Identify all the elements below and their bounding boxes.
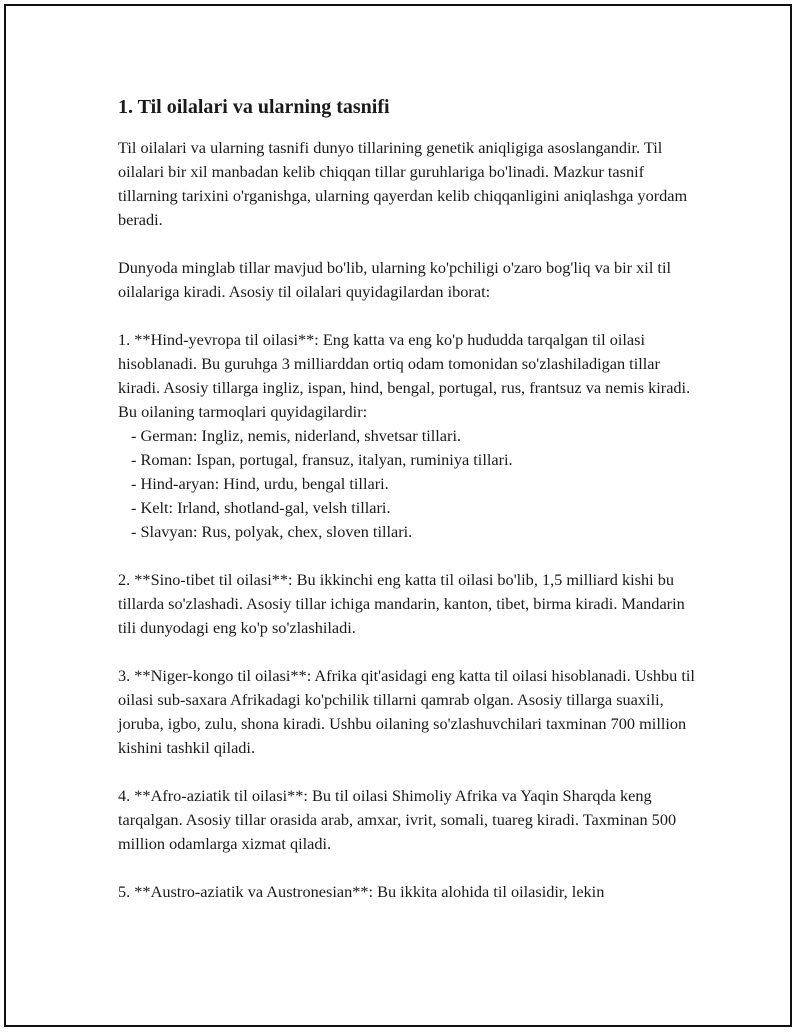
family-paragraph-1 bbox=[118, 328, 698, 544]
branch-item-kelt: - Kelt: Irland, shotland-gal, velsh tillari. bbox=[131, 498, 391, 517]
document-body bbox=[118, 92, 698, 904]
branch-item-roman: - Roman: Ispan, portugal, fransuz, italyan, ruminiya tillari. bbox=[131, 450, 513, 469]
intro-paragraph-2: Dunyoda minglab tillar mavjud bo'lib, ularning ko'pchiligi o'zaro bog'liq va bir xil til oilalariga kiradi. Asosiy til oilalari quyidagilardan iborat: bbox=[118, 258, 671, 301]
family-paragraph-2: 2. **Sino-tibet til oilasi**: Bu ikkinchi eng katta til oilasi bo'lib, 1,5 milliard kishi bu tillarda so'zlashadi. Asosiy tillar ichiga mandarin, kanton, tibet, birma kiradi. Mandarin tili dunyodagi eng ko'p so'zlashiladi. bbox=[118, 570, 685, 637]
branch-item-german: - German: Ingliz, nemis, niderland, shvetsar tillari. bbox=[131, 426, 462, 445]
family-paragraph-3: 3. **Niger-kongo til oilasi**: Afrika qit'asidagi eng katta til oilasi hisoblanadi. Ushbu til oilasi sub-saxara Afrikadagi ko'pchilik tillarni qamrab olgan. Asosiy tillarga suaxili, joruba, igbo, zulu, shona kiradi. Ushbu oilaning so'zlashuvchilari taxminan 700 million kishini tashkil qiladi. bbox=[118, 666, 695, 757]
family-1-text: 1. **Hind-yevropa til oilasi**: Eng katta va eng ko'p hududda tarqalgan til oilasi hisoblanadi. Bu guruhga 3 milliarddan ortiq odam tomonidan so'zlashiladigan tillar kiradi. Asosiy tillarga ingliz, ispan, hind, bengal, portugal, rus, frantsuz va nemis kiradi. Bu oilaning tarmoqlari quyidagilardir: bbox=[118, 330, 691, 421]
family-paragraph-4: 4. **Afro-aziatik til oilasi**: Bu til oilasi Shimoliy Afrika va Yaqin Sharqda keng tarqalgan. Asosiy tillar orasida arab, amxar, ivrit, somali, tuareg kiradi. Taxminan 500 million odamlarga xizmat qiladi. bbox=[118, 786, 677, 853]
section-heading: 1. Til oilalari va ularning tasnifi bbox=[118, 96, 390, 118]
family-paragraph-5: 5. **Austro-aziatik va Austronesian**: Bu ikkita alohida til oilasidir, lekin bbox=[118, 882, 605, 901]
intro-paragraph-1: Til oilalari va ularning tasnifi dunyo tillarining genetik aniqligiga asoslangandir. Til oilalari bir xil manbadan kelib chiqqan tillar guruhlariga bo'linadi. Mazkur tasnif tillarning tarixini o'rganishga, ularning qayerdan kelib chiqqanligini aniqlashga yordam beradi. bbox=[118, 138, 688, 229]
branch-item-slavyan: - Slavyan: Rus, polyak, chex, sloven tillari. bbox=[131, 522, 413, 541]
branch-item-hind-aryan: - Hind-aryan: Hind, urdu, bengal tillari. bbox=[131, 474, 389, 493]
